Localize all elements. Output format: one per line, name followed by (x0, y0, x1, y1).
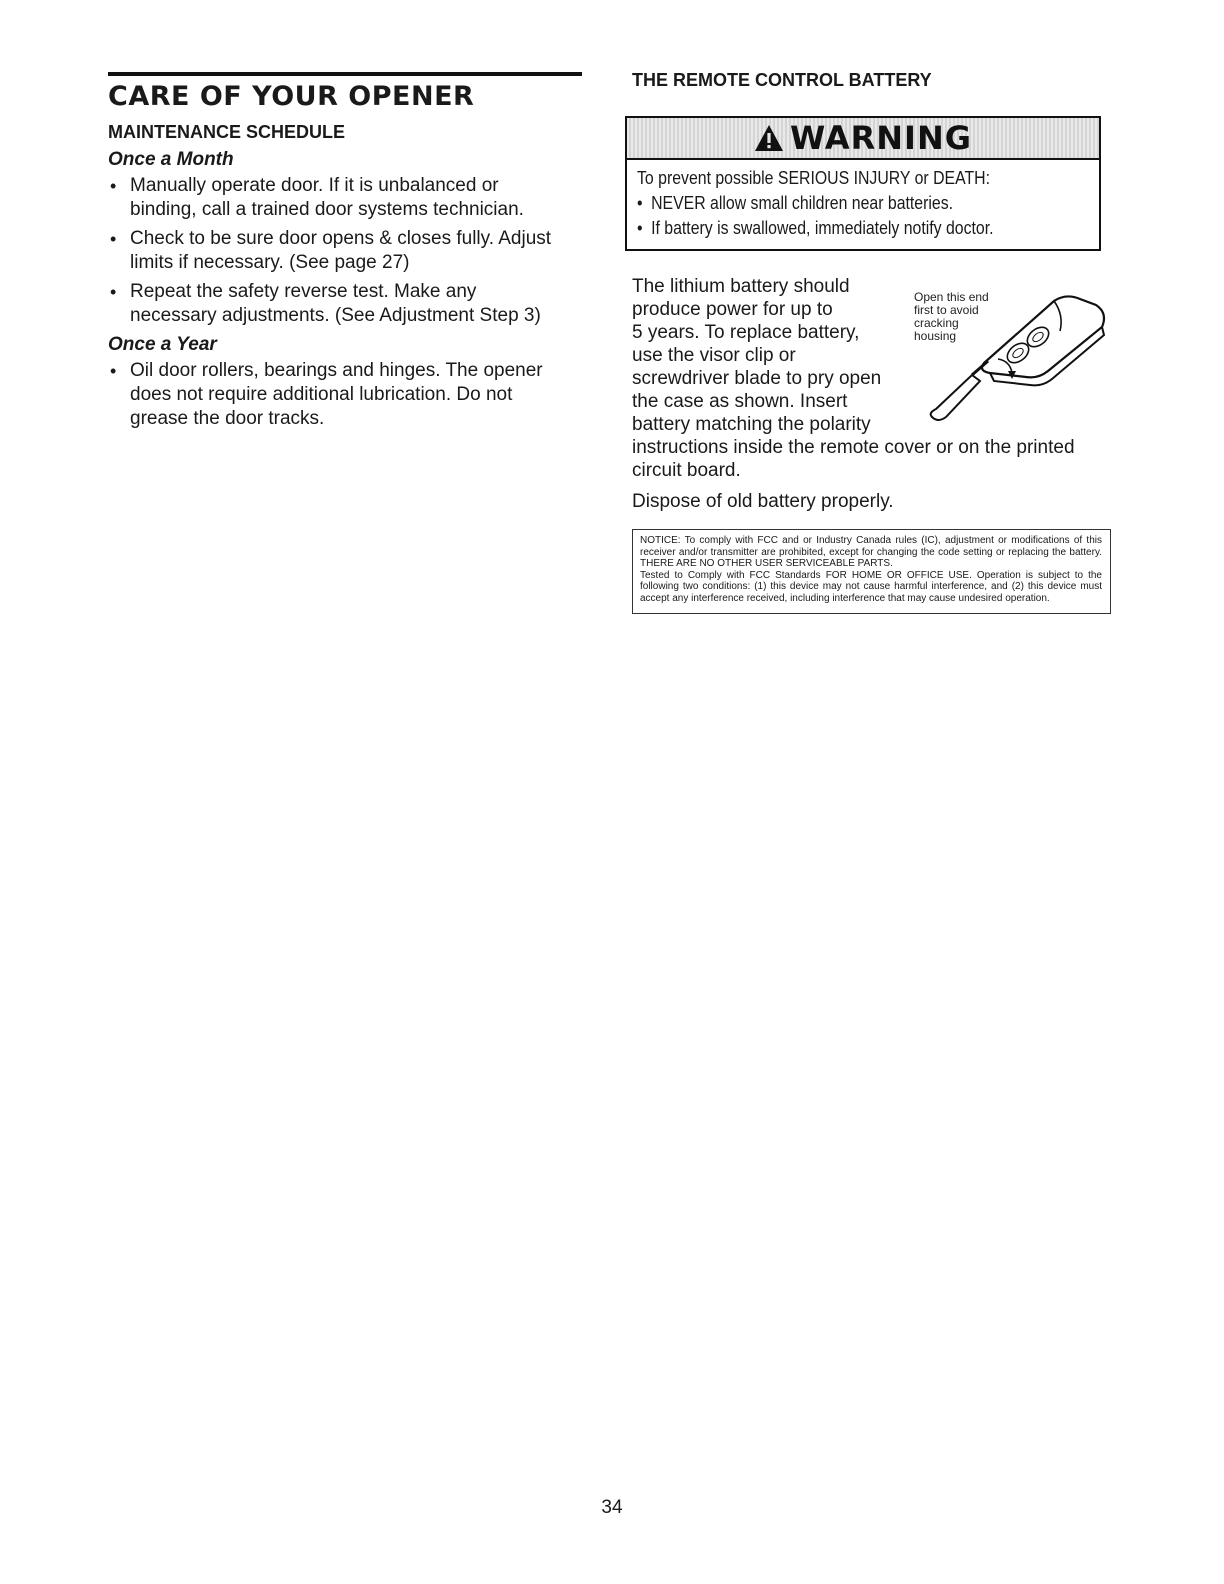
maintenance-schedule-heading: MAINTENANCE SCHEDULE (108, 122, 346, 142)
fcc-notice-paragraph: NOTICE: To comply with FCC and or Industry Canada rules (IC), adjustment or modifications of this receiver and/or transmitter are prohibited, except for changing the code setting or replacing the battery. THERE ARE NO OTHER USER SERVICEABLE PARTS. (640, 535, 1102, 570)
fcc-notice-box (632, 529, 1111, 614)
right-column (632, 68, 1108, 614)
battery-text: The lithium battery should produce power for up to 5 years. To replace battery, use the visor clip or screwdriver blade to pry open the case as shown. Insert battery matching the polarity instructions inside the remote cover or on the printed circuit board. (632, 276, 1075, 481)
list-item: • Oil door rollers, bearings and hinges. The opener does not require additional lubrication. Do not grease the door tracks. (108, 359, 582, 431)
remote-battery-heading: THE REMOTE CONTROL BATTERY (632, 70, 932, 90)
figure-caption: Open this end first to avoid cracking housing (914, 290, 989, 343)
dispose-instruction: Dispose of old battery properly. (632, 491, 894, 512)
yearly-tasks-list (108, 359, 582, 431)
warning-bullet: • NEVER allow small children near batteries. (637, 191, 1035, 216)
once-a-month-heading: Once a Month (108, 149, 234, 170)
warning-intro: To prevent possible SERIOUS INJURY or DEATH: (637, 168, 991, 188)
warning-title: WARNING (790, 119, 972, 157)
title-rule (108, 72, 582, 76)
remote-opening-figure (914, 291, 1114, 431)
once-a-year-heading: Once a Year (108, 334, 217, 355)
page-number: 34 (601, 1497, 623, 1518)
list-item: • Repeat the safety reverse test. Make any necessary adjustments. (See Adjustment Step 3) (108, 280, 582, 328)
monthly-tasks-list (108, 174, 582, 328)
warning-triangle-icon (754, 124, 784, 152)
warning-bullet: • If battery is swallowed, immediately notify doctor. (637, 216, 1035, 241)
remote-control-icon (914, 291, 1114, 431)
list-item: • Check to be sure door opens & closes fully. Adjust limits if necessary. (See page 27) (108, 227, 582, 275)
warning-body (627, 160, 1099, 249)
warning-banner (627, 118, 1099, 160)
list-item: • Manually operate door. If it is unbalanced or binding, call a trained door systems technician. (108, 174, 582, 222)
fcc-notice-paragraph: Tested to Comply with FCC Standards FOR HOME OR OFFICE USE. Operation is subject to the following two conditions: (1) this device may not cause harmful interference, and (2) this device must accept any interference received, including interference that may cause undesired operation. (640, 569, 1102, 604)
battery-instructions (632, 275, 1108, 513)
page-title: CARE OF YOUR OPENER (108, 81, 475, 112)
warning-box (625, 116, 1101, 251)
left-column (108, 72, 582, 436)
